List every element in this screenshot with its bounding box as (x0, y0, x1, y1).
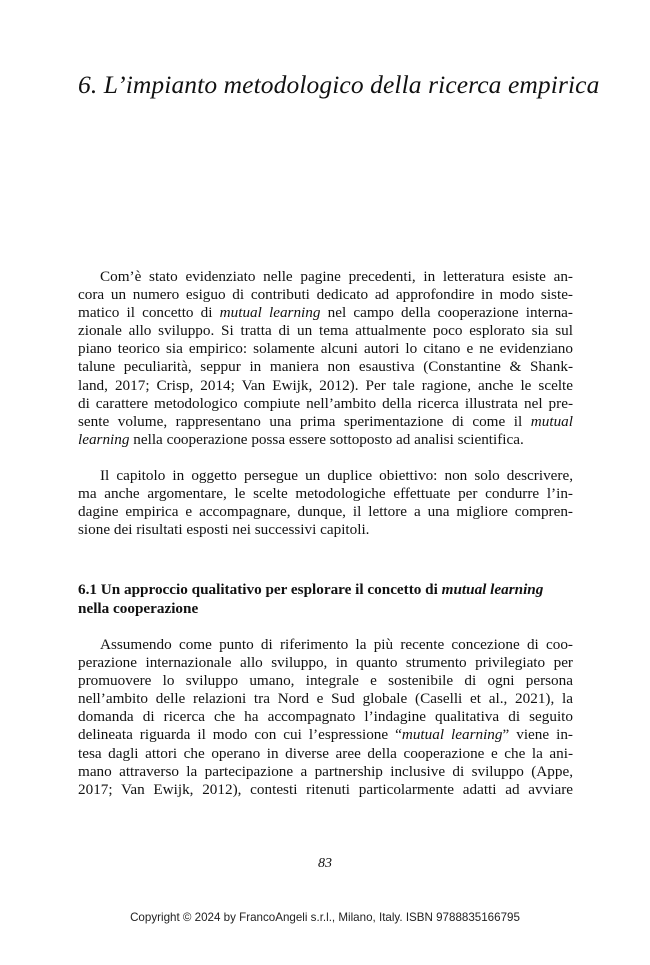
section-heading (78, 581, 573, 618)
text-line: mano attraverso la partecipazione a partnership inclusive di sviluppo (Appe, (78, 762, 573, 780)
italic-term: mutual (530, 412, 573, 430)
intro-paragraph-2 (78, 467, 573, 539)
text-line: sione dei risultati esposti nei successivi capitoli. (78, 521, 370, 539)
text-line: perazione internazionale allo sviluppo, in quanto strumento privilegiato per (78, 654, 573, 672)
text-line: ma anche argomentare, le scelte metodologiche effettuate per condurre l’in- (78, 485, 573, 503)
section-paragraph-1 (78, 636, 573, 799)
heading-line: nella cooperazione (78, 599, 199, 617)
italic-term: mutual learning (219, 304, 321, 322)
text-line: tesa dagli attori che operano in diverse aree della cooperazione e che la ani- (78, 744, 573, 762)
copyright-notice: Copyright © 2024 by FrancoAngeli s.r.l., Milano, Italy. ISBN 9788835166795 (130, 911, 520, 924)
intro-paragraph-1 (78, 268, 573, 449)
text-line: cora un numero esiguo di contributi dedicato ad approfondire in modo siste- (78, 286, 573, 304)
italic-term: learning (78, 430, 130, 448)
text-line: talune peculiarità, seppur in maniera non esaustiva (Constantine & Shank- (78, 358, 573, 376)
text-line: land, 2017; Crisp, 2014; Van Ewijk, 2012). Per tale ragione, anche le scelte (78, 376, 573, 394)
text-line: sente volume, rappresentano una prima sperimentazione di come il mutual (78, 412, 573, 430)
text-line: piano teorico sia empirico: solamente alcuni autori lo citano e ne evidenziano (78, 340, 573, 358)
text-line: 2017; Van Ewijk, 2012), contesti ritenuti particolarmente adatti ad avviare (78, 780, 573, 798)
text-line: di carattere metodologico compiute nell’ambito della ricerca illustrata nel pre- (78, 394, 573, 412)
italic-term: mutual learning (441, 581, 544, 598)
text-line: delineata riguarda il modo con cui l’espressione “mutual learning” viene in- (78, 726, 573, 744)
text-line: promuovere lo sviluppo umano, integrale e sostenibile di ogni persona (78, 672, 573, 690)
text-line: zionale allo sviluppo. Si tratta di un tema attualmente poco esplorato sia sul (78, 322, 573, 340)
chapter-title: 6. L’impianto metodologico della ricerca empirica (78, 70, 600, 99)
italic-term: mutual learning (401, 726, 503, 744)
text-line: learning nella cooperazione possa essere sottoposto ad analisi scientifica. (78, 430, 524, 448)
text-line: nell’ambito delle relazioni tra Nord e Sud globale (Caselli et al., 2021), la (78, 690, 573, 708)
heading-line: 6.1 Un approccio qualitativo per esplorare il concetto di mutual learning (78, 581, 544, 598)
text-line: dagine empirica e accompagnare, dunque, il lettore a una migliore compren- (78, 503, 573, 521)
text-line: Assumendo come punto di riferimento la più recente concezione di coo- (100, 636, 573, 653)
page-number: 83 (318, 856, 332, 871)
text-line: matico il concetto di mutual learning nel campo della cooperazione interna- (78, 304, 573, 322)
text-line: Il capitolo in oggetto persegue un duplice obiettivo: non solo descrivere, (100, 467, 573, 484)
text-line: Com’è stato evidenziato nelle pagine precedenti, in letteratura esiste an- (100, 268, 573, 285)
text-line: domanda di ricerca che ha accompagnato l’indagine qualitativa di seguito (78, 708, 573, 726)
